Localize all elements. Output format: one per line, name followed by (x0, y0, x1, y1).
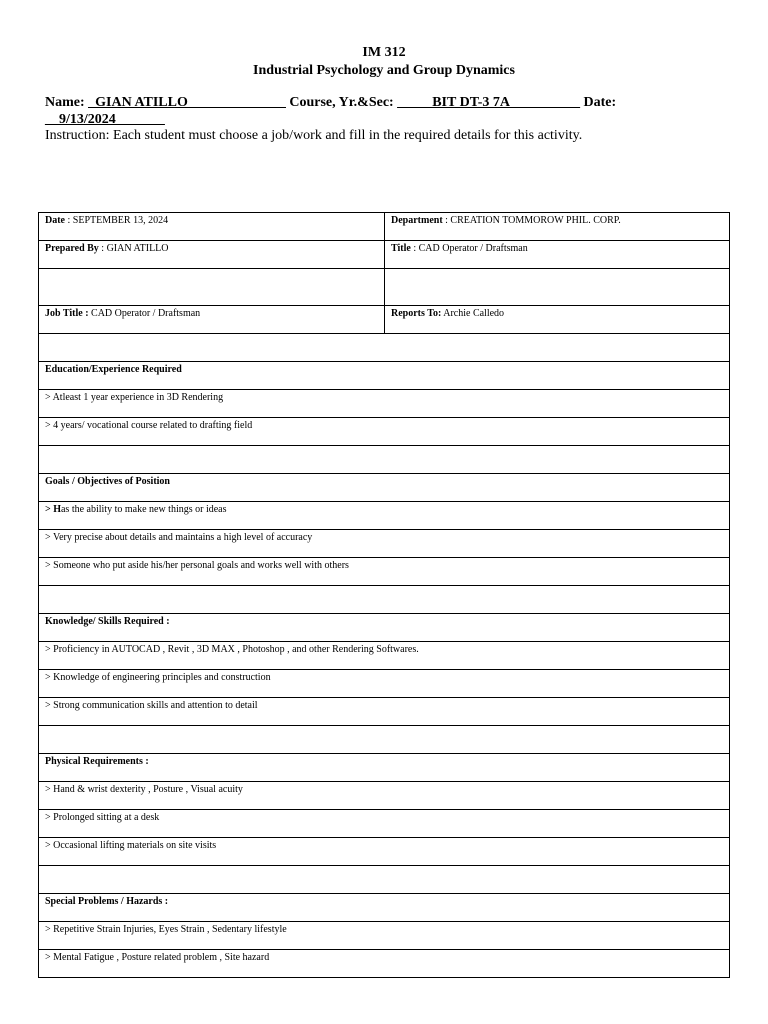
instruction-text: Instruction: Each student must choose a job/work and fill in the required details for this activity. (45, 128, 583, 143)
form-row (39, 306, 730, 334)
course-code: IM 312 (362, 45, 406, 60)
name-value: _GIAN ATILLO______________ (88, 95, 286, 110)
prepared-by-cell (39, 241, 385, 269)
education-heading: Education/Experience Required (39, 362, 730, 390)
prepared-by-label: Prepared By (45, 243, 99, 254)
student-info-line (45, 95, 616, 111)
job-title-cell (39, 306, 385, 334)
course-title: Industrial Psychology and Group Dynamics (253, 63, 515, 78)
form-row (39, 213, 730, 241)
knowledge-heading: Knowledge/ Skills Required : (39, 614, 730, 642)
title-label: Title (391, 243, 411, 254)
hazards-item: > Mental Fatigue , Posture related problem , Site hazard (39, 950, 730, 978)
blank-cell (39, 269, 385, 306)
hazards-item: > Repetitive Strain Injuries, Eyes Strain , Sedentary lifestyle (39, 922, 730, 950)
date-cell (39, 213, 385, 241)
date-value: __9/13/2024_______ (45, 112, 165, 127)
goals-item: > Someone who put aside his/her personal goals and works well with others (39, 558, 730, 586)
title-value: : CAD Operator / Draftsman (410, 243, 528, 254)
department-cell (385, 213, 730, 241)
date-line (45, 112, 165, 128)
department-value: : CREATION TOMMOROW PHIL. CORP. (442, 215, 621, 226)
form-row-blank (39, 269, 730, 306)
physical-item: > Prolonged sitting at a desk (39, 810, 730, 838)
goals-item-prefix: > H (45, 504, 61, 515)
name-label: Name: (45, 95, 89, 110)
physical-item: > Hand & wrist dexterity , Posture , Visual acuity (39, 782, 730, 810)
date-field-label: Date (45, 215, 65, 226)
job-description-form (38, 212, 730, 978)
education-item: > Atleast 1 year experience in 3D Rendering (39, 390, 730, 418)
department-label: Department (391, 215, 443, 226)
title-cell (385, 241, 730, 269)
knowledge-item: > Strong communication skills and attention to detail (39, 698, 730, 726)
knowledge-item: > Knowledge of engineering principles and construction (39, 670, 730, 698)
blank-cell (385, 269, 730, 306)
blank-row (39, 586, 730, 614)
knowledge-item: > Proficiency in AUTOCAD , Revit , 3D MAX , Photoshop , and other Rendering Softwares. (39, 642, 730, 670)
form-row (39, 241, 730, 269)
blank-row (39, 866, 730, 894)
physical-item: > Occasional lifting materials on site visits (39, 838, 730, 866)
date-field-value: : SEPTEMBER 13, 2024 (65, 215, 169, 226)
goals-item-rest: as the ability to make new things or ideas (60, 504, 227, 515)
course-value: _____BIT DT-3 7A__________ (397, 95, 581, 110)
goals-item (39, 502, 730, 530)
prepared-by-value: : GIAN ATILLO (98, 243, 169, 254)
date-label: Date: (580, 95, 617, 110)
blank-row (39, 726, 730, 754)
blank-row (39, 334, 730, 362)
course-label: Course, Yr.&Sec: (285, 95, 398, 110)
goals-item: > Very precise about details and maintains a high level of accuracy (39, 530, 730, 558)
goals-heading: Goals / Objectives of Position (39, 474, 730, 502)
physical-heading: Physical Requirements : (39, 754, 730, 782)
education-item: > 4 years/ vocational course related to drafting field (39, 418, 730, 446)
blank-row (39, 446, 730, 474)
reports-to-label: Reports To: (391, 308, 442, 319)
reports-to-value: Archie Calledo (441, 308, 505, 319)
reports-to-cell (385, 306, 730, 334)
job-title-value: CAD Operator / Draftsman (88, 308, 201, 319)
hazards-heading: Special Problems / Hazards : (39, 894, 730, 922)
job-title-label: Job Title : (45, 308, 89, 319)
